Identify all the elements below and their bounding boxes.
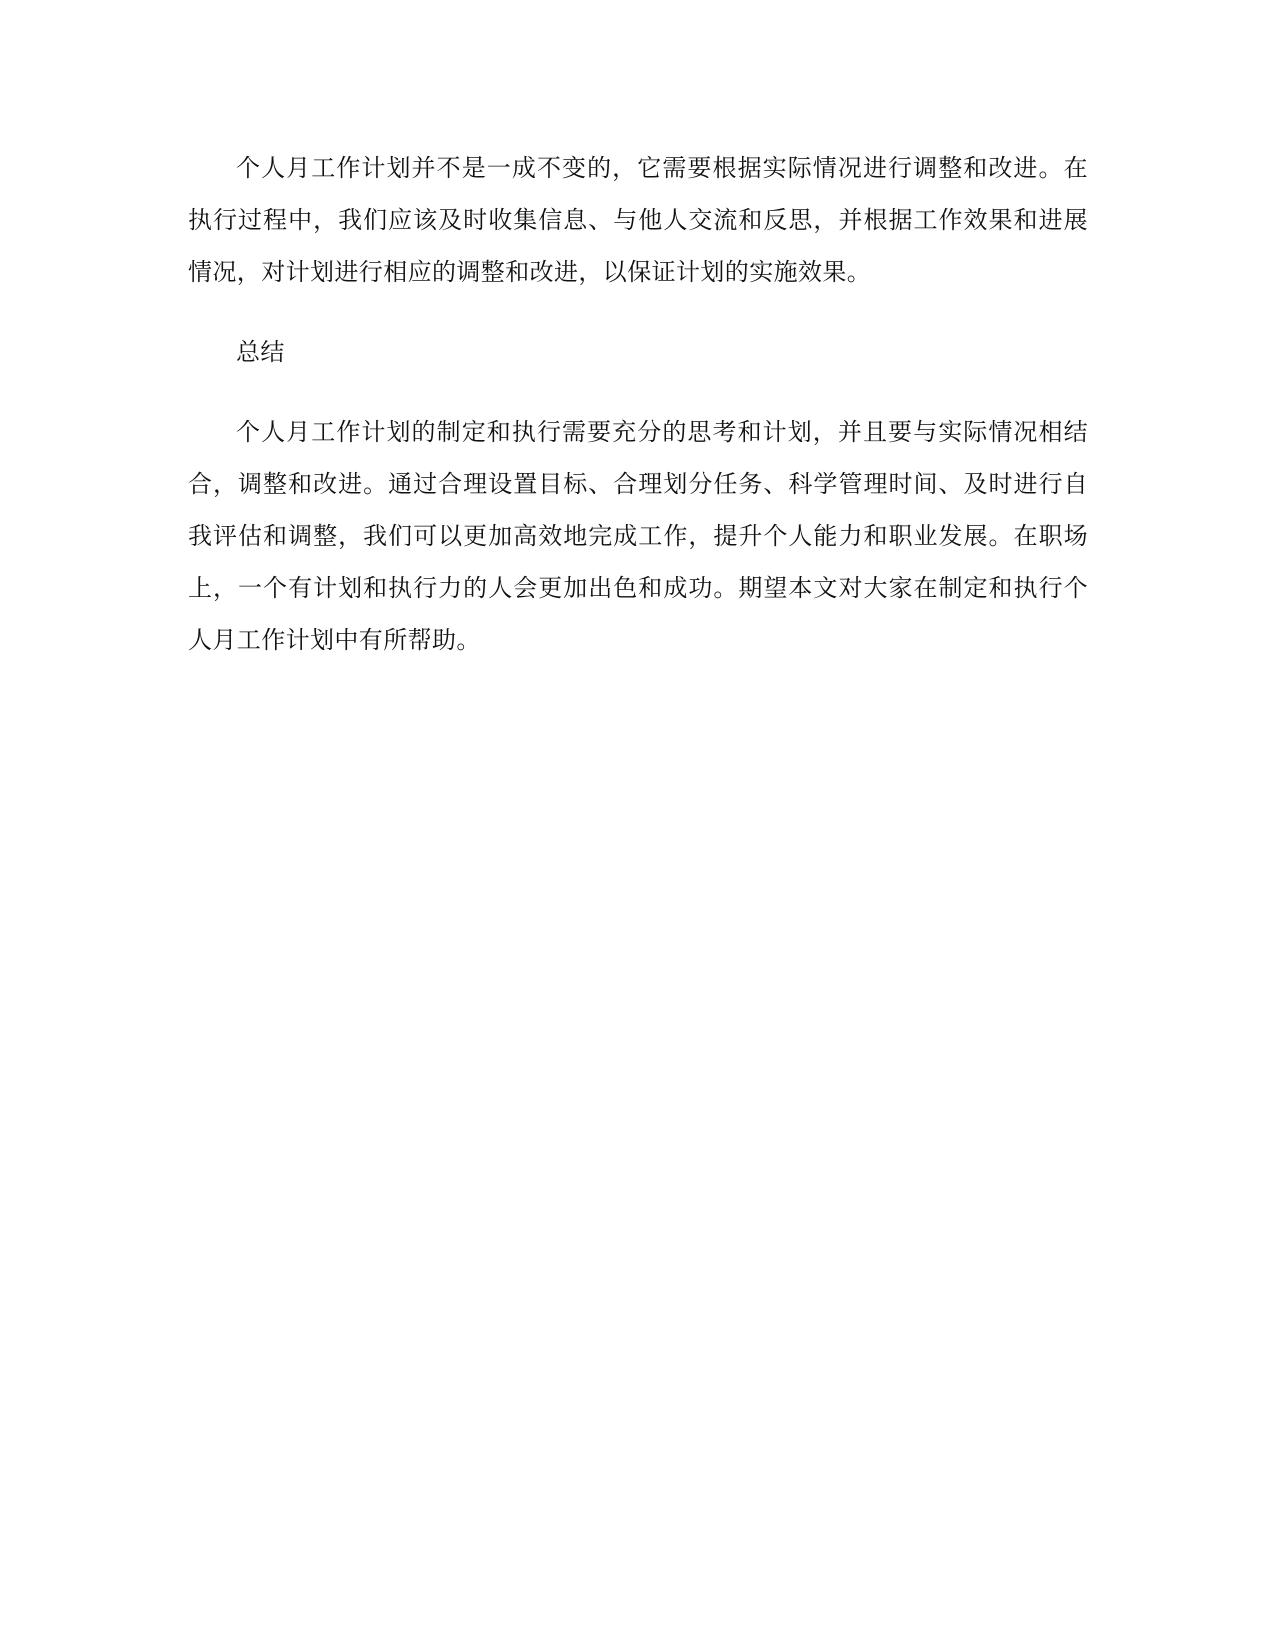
section-heading: 总结: [236, 338, 285, 366]
document-body: [188, 142, 1088, 694]
body-paragraph: 个人月工作计划并不是一成不变的，它需要根据实际情况进行调整和改进。在执行过程中，我们应该及时收集信息、与他人交流和反思，并根据工作效果和进展情况，对计划进行相应的调整和改进，以保证计划的实施效果。: [188, 154, 1088, 286]
summary-paragraph: 个人月工作计划的制定和执行需要充分的思考和计划，并且要与实际情况相结合，调整和改进。通过合理设置目标、合理划分任务、科学管理时间、及时进行自我评估和调整，我们可以更加高效地完成工作，提升个人能力和职业发展。在职场上，一个有计划和执行力的人会更加出色和成功。期望本文对大家在制定和执行个人月工作计划中有所帮助。: [188, 418, 1088, 654]
